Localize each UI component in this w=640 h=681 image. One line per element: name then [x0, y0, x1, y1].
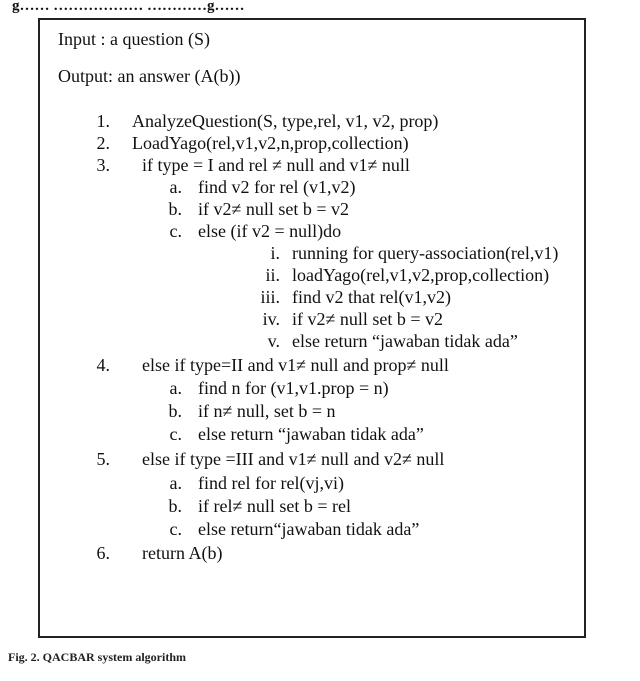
subsubstep-numeral: iii.: [260, 287, 280, 307]
substep-text: else return“jawaban tidak ada”: [198, 519, 420, 539]
subsubstep-numeral: iv.: [262, 309, 280, 329]
substep-letter: b.: [168, 199, 182, 219]
substep-text: find n for (v1,v1.prop = n): [198, 378, 389, 398]
subsubstep-text: else return “jawaban tidak ada”: [292, 331, 518, 351]
substep-text: if v2≠ null set b = v2: [198, 199, 350, 219]
substep-letter: a.: [169, 177, 182, 197]
section-heading: g…… ……………… …………g……: [12, 0, 245, 14]
algorithm-box: [38, 18, 586, 638]
step-text: else if type=II and v1≠ null and prop≠ null: [142, 355, 449, 375]
substep-text: else return “jawaban tidak ada”: [198, 424, 424, 444]
step-number: 4.: [96, 355, 110, 375]
subsubstep-text: find v2 that rel(v1,v2): [292, 287, 451, 307]
substep-letter: c.: [169, 519, 182, 539]
substep-text: else (if v2 = null)do: [198, 221, 342, 241]
step-number: 5.: [96, 449, 110, 469]
substep-letter: c.: [169, 221, 182, 241]
substep-text: find v2 for rel (v1,v2): [198, 177, 356, 197]
step-text: return A(b): [142, 543, 223, 563]
substep-letter: c.: [169, 424, 182, 444]
output-line: Output: an answer (A(b)): [58, 66, 241, 86]
subsubstep-numeral: ii.: [265, 265, 280, 285]
step-text: LoadYago(rel,v1,v2,n,prop,collection): [132, 133, 409, 153]
substep-letter: b.: [168, 401, 182, 421]
substep-letter: a.: [169, 378, 182, 398]
step-number: 2.: [96, 133, 110, 153]
subsubstep-text: if v2≠ null set b = v2: [292, 309, 444, 329]
step-number: 1.: [96, 111, 110, 131]
substep-text: if n≠ null, set b = n: [198, 401, 336, 421]
substep-text: find rel for rel(vj,vi): [198, 473, 344, 493]
step-text: AnalyzeQuestion(S, type,rel, v1, v2, prop): [132, 111, 439, 131]
substep-letter: b.: [168, 496, 182, 516]
subsubstep-text: running for query-association(rel,v1): [292, 243, 559, 263]
figure-caption: Fig. 2. QACBAR system algorithm: [8, 650, 186, 664]
step-number: 3.: [96, 155, 110, 175]
step-text: else if type =III and v1≠ null and v2≠ null: [142, 449, 445, 469]
substep-letter: a.: [169, 473, 182, 493]
subsubstep-numeral: i.: [270, 243, 280, 263]
step-text: if type = I and rel ≠ null and v1≠ null: [142, 155, 410, 175]
step-number: 6.: [96, 543, 110, 563]
subsubstep-text: loadYago(rel,v1,v2,prop,collection): [292, 265, 550, 285]
substep-text: if rel≠ null set b = rel: [198, 496, 351, 516]
subsubstep-numeral: v.: [267, 331, 280, 351]
input-line: Input : a question (S): [58, 29, 210, 49]
